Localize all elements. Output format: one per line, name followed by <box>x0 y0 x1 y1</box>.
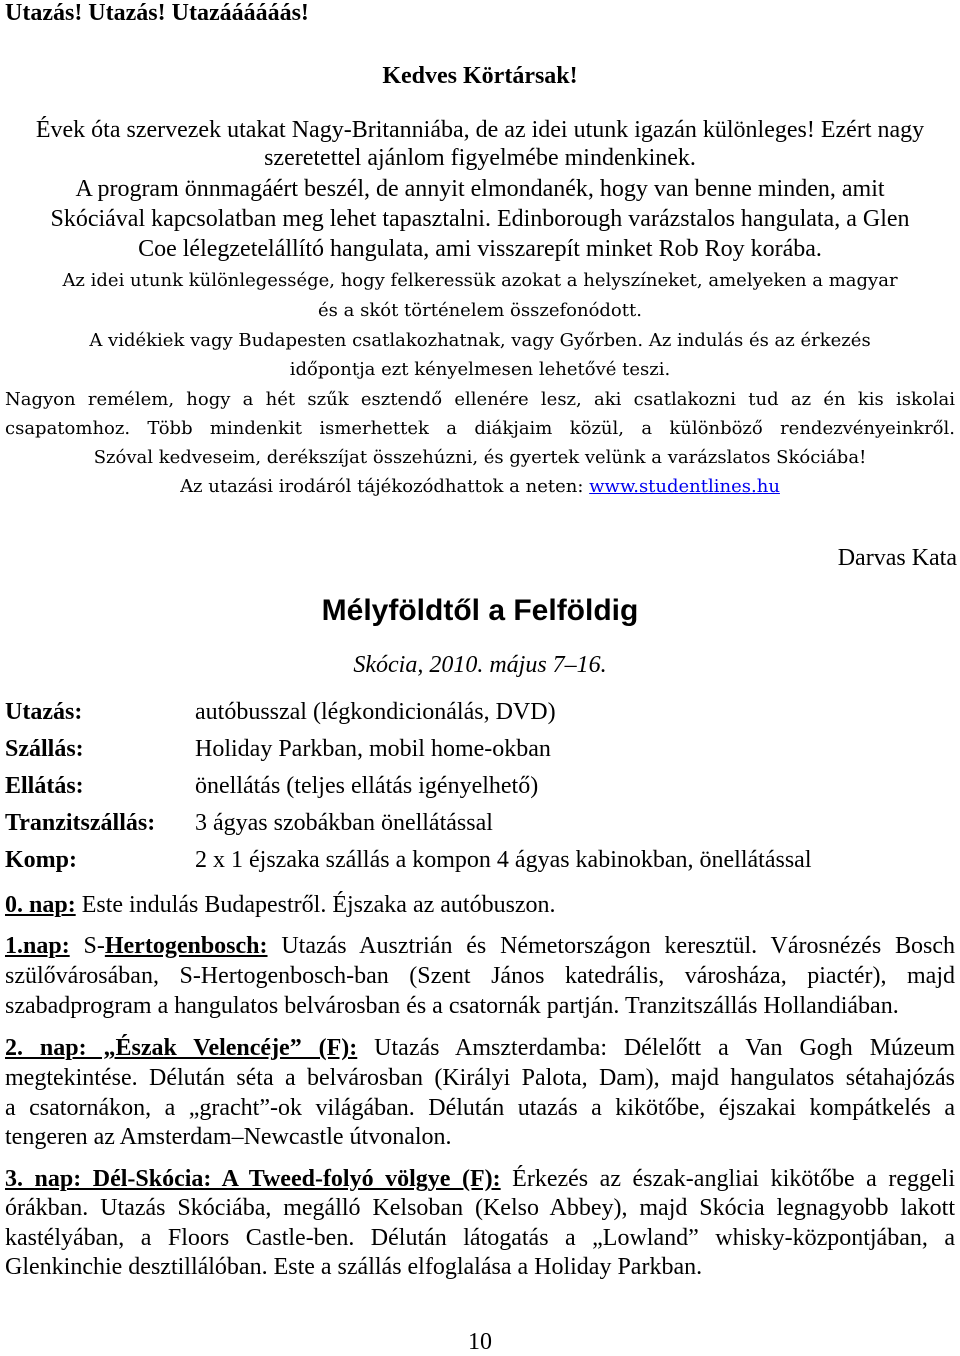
website-line <box>5 474 955 500</box>
itinerary-day-3-line <box>5 1166 955 1192</box>
detail-value: 3 ágyas szobákban önellátással <box>195 810 493 836</box>
detail-row-ferry <box>5 847 955 873</box>
greeting: Kedves Körtársak! <box>382 63 578 89</box>
itinerary-day-3-line: kastélyában, a Floors Castle-ben. Délután látogatás a „Lowland” whisky-központjában, a <box>5 1225 955 1251</box>
day-heading: 2. nap: „Észak Velencéje” (F): <box>5 1035 358 1061</box>
day-text: Utazás Ausztrián és Németországon keresztül. Városnézés Bosch <box>267 933 955 959</box>
itinerary-day-2-line: megtekintése. Délután séta a belvárosban (Királyi Palota, Dam), majd hangulatos sétahajózás <box>5 1065 955 1091</box>
letter-line: Coe lélegzetelállító hangulata, ami visszarepít minket Rob Roy korába. <box>138 236 822 262</box>
detail-label: Komp: <box>5 847 77 873</box>
letter-line: Skóciával kapcsolatban meg lehet tapasztalni. Edinborough varázstalos hangulata, a Glen <box>50 206 910 232</box>
detail-value: önellátás (teljes ellátás igényelhető) <box>195 773 539 799</box>
day-heading-connector: S- <box>69 933 105 959</box>
detail-label: Tranzitszállás: <box>5 810 156 836</box>
letter-line: Szóval kedveseim, derékszíjat összehúzni, és gyertek velünk a varázslatos Skóciába! <box>93 447 867 468</box>
letter-line: és a skót történelem összefonódott. <box>318 300 642 321</box>
signature: Darvas Kata <box>837 545 957 571</box>
trip-subtitle: Skócia, 2010. május 7–16. <box>353 652 607 678</box>
detail-row-meals <box>5 773 955 799</box>
detail-label: Ellátás: <box>5 773 84 799</box>
day-heading: 3. nap: Dél-Skócia: A Tweed-folyó völgye (F): <box>5 1166 501 1192</box>
letter-line: Évek óta szervezek utakat Nagy-Britanniába, de az idei utunk igazán különleges! Ezért nagy <box>35 117 925 143</box>
detail-label: Szállás: <box>5 736 84 762</box>
itinerary-day-3-line: órákban. Utazás Skóciába, megálló Kelsoban (Kelso Abbey), majd Skócia legnagyobb lakott <box>5 1195 955 1221</box>
detail-label: Utazás: <box>5 699 83 725</box>
itinerary-day-2-line: tengeren az Amsterdam–Newcastle útvonalon. <box>5 1124 452 1150</box>
trip-title: Mélyföldtől a Felföldig <box>321 594 639 627</box>
page-number: 10 <box>468 1329 492 1355</box>
website-link[interactable]: www.studentlines.hu <box>589 476 780 497</box>
detail-value: Holiday Parkban, mobil home-okban <box>195 736 551 762</box>
detail-value: 2 x 1 éjszaka szállás a kompon 4 ágyas kabinokban, önellátással <box>195 847 812 873</box>
itinerary-day-1-line: szabadprogram a hangulatos belvárosban és a csatornák partján. Tranzitszállás Hollandiában. <box>5 993 899 1019</box>
itinerary-day-1-line <box>5 933 955 959</box>
itinerary-day-3-line: Glenkinchie desztillálóban. Este a szállás elfoglalása a Holiday Parkban. <box>5 1254 703 1280</box>
itinerary-day-0 <box>5 892 955 918</box>
website-prefix: Az utazási irodáról tájékozódhattok a neten: <box>180 476 590 497</box>
day-text: Érkezés az észak-angliai kikötőbe a reggeli <box>500 1166 955 1192</box>
detail-row-travel <box>5 699 955 725</box>
itinerary-day-2-line <box>5 1035 955 1061</box>
letter-line: Az idei utunk különlegessége, hogy felkeressük azokat a helyszíneket, amelyeken a magyar <box>62 270 898 291</box>
letter-line: időpontja ezt kényelmesen lehetővé teszi. <box>289 359 671 380</box>
detail-row-transit <box>5 810 955 836</box>
day-heading: 1.nap: <box>5 933 70 959</box>
day-text: Este indulás Budapestről. Éjszaka az autóbuszon. <box>75 892 556 918</box>
detail-row-accommodation <box>5 736 955 762</box>
day-text: Utazás Amszterdamba: Délelőtt a Van Gogh Múzeum <box>357 1035 956 1061</box>
letter-line: Nagyon remélem, hogy a hét szűk esztendő ellenére lesz, aki csatlakozni tud az én kis iskolai <box>5 389 955 410</box>
detail-value: autóbusszal (légkondicionálás, DVD) <box>195 699 556 725</box>
day-heading-place: Hertogenbosch: <box>104 933 268 959</box>
letter-line: A program önnmagáért beszél, de annyit elmondanék, hogy van benne minden, amit <box>75 176 885 202</box>
itinerary-day-2-line: a csatornákon, a „gracht”-ok világában. Délután utazás a kikötőbe, éjszakai kompátkelés a <box>5 1095 955 1121</box>
letter-line: csapatomhoz. Több mindenkit ismerhettek a diákjaim közül, a különböző rendezvényeinkről. <box>5 418 955 439</box>
itinerary-day-1-line: szülővárosában, S-Hertogenbosch-ban (Szent János katedrális, városháza, piactér), majd <box>5 963 955 989</box>
opening-exclamation: Utazás! Utazás! Utazáááááás! <box>5 0 309 26</box>
day-heading: 0. nap: <box>5 892 76 918</box>
letter-line: szeretettel ajánlom figyelmébe mindenkinek. <box>264 145 696 171</box>
letter-line: A vidékiek vagy Budapesten csatlakozhatnak, vagy Győrben. Az indulás és az érkezés <box>89 330 871 351</box>
